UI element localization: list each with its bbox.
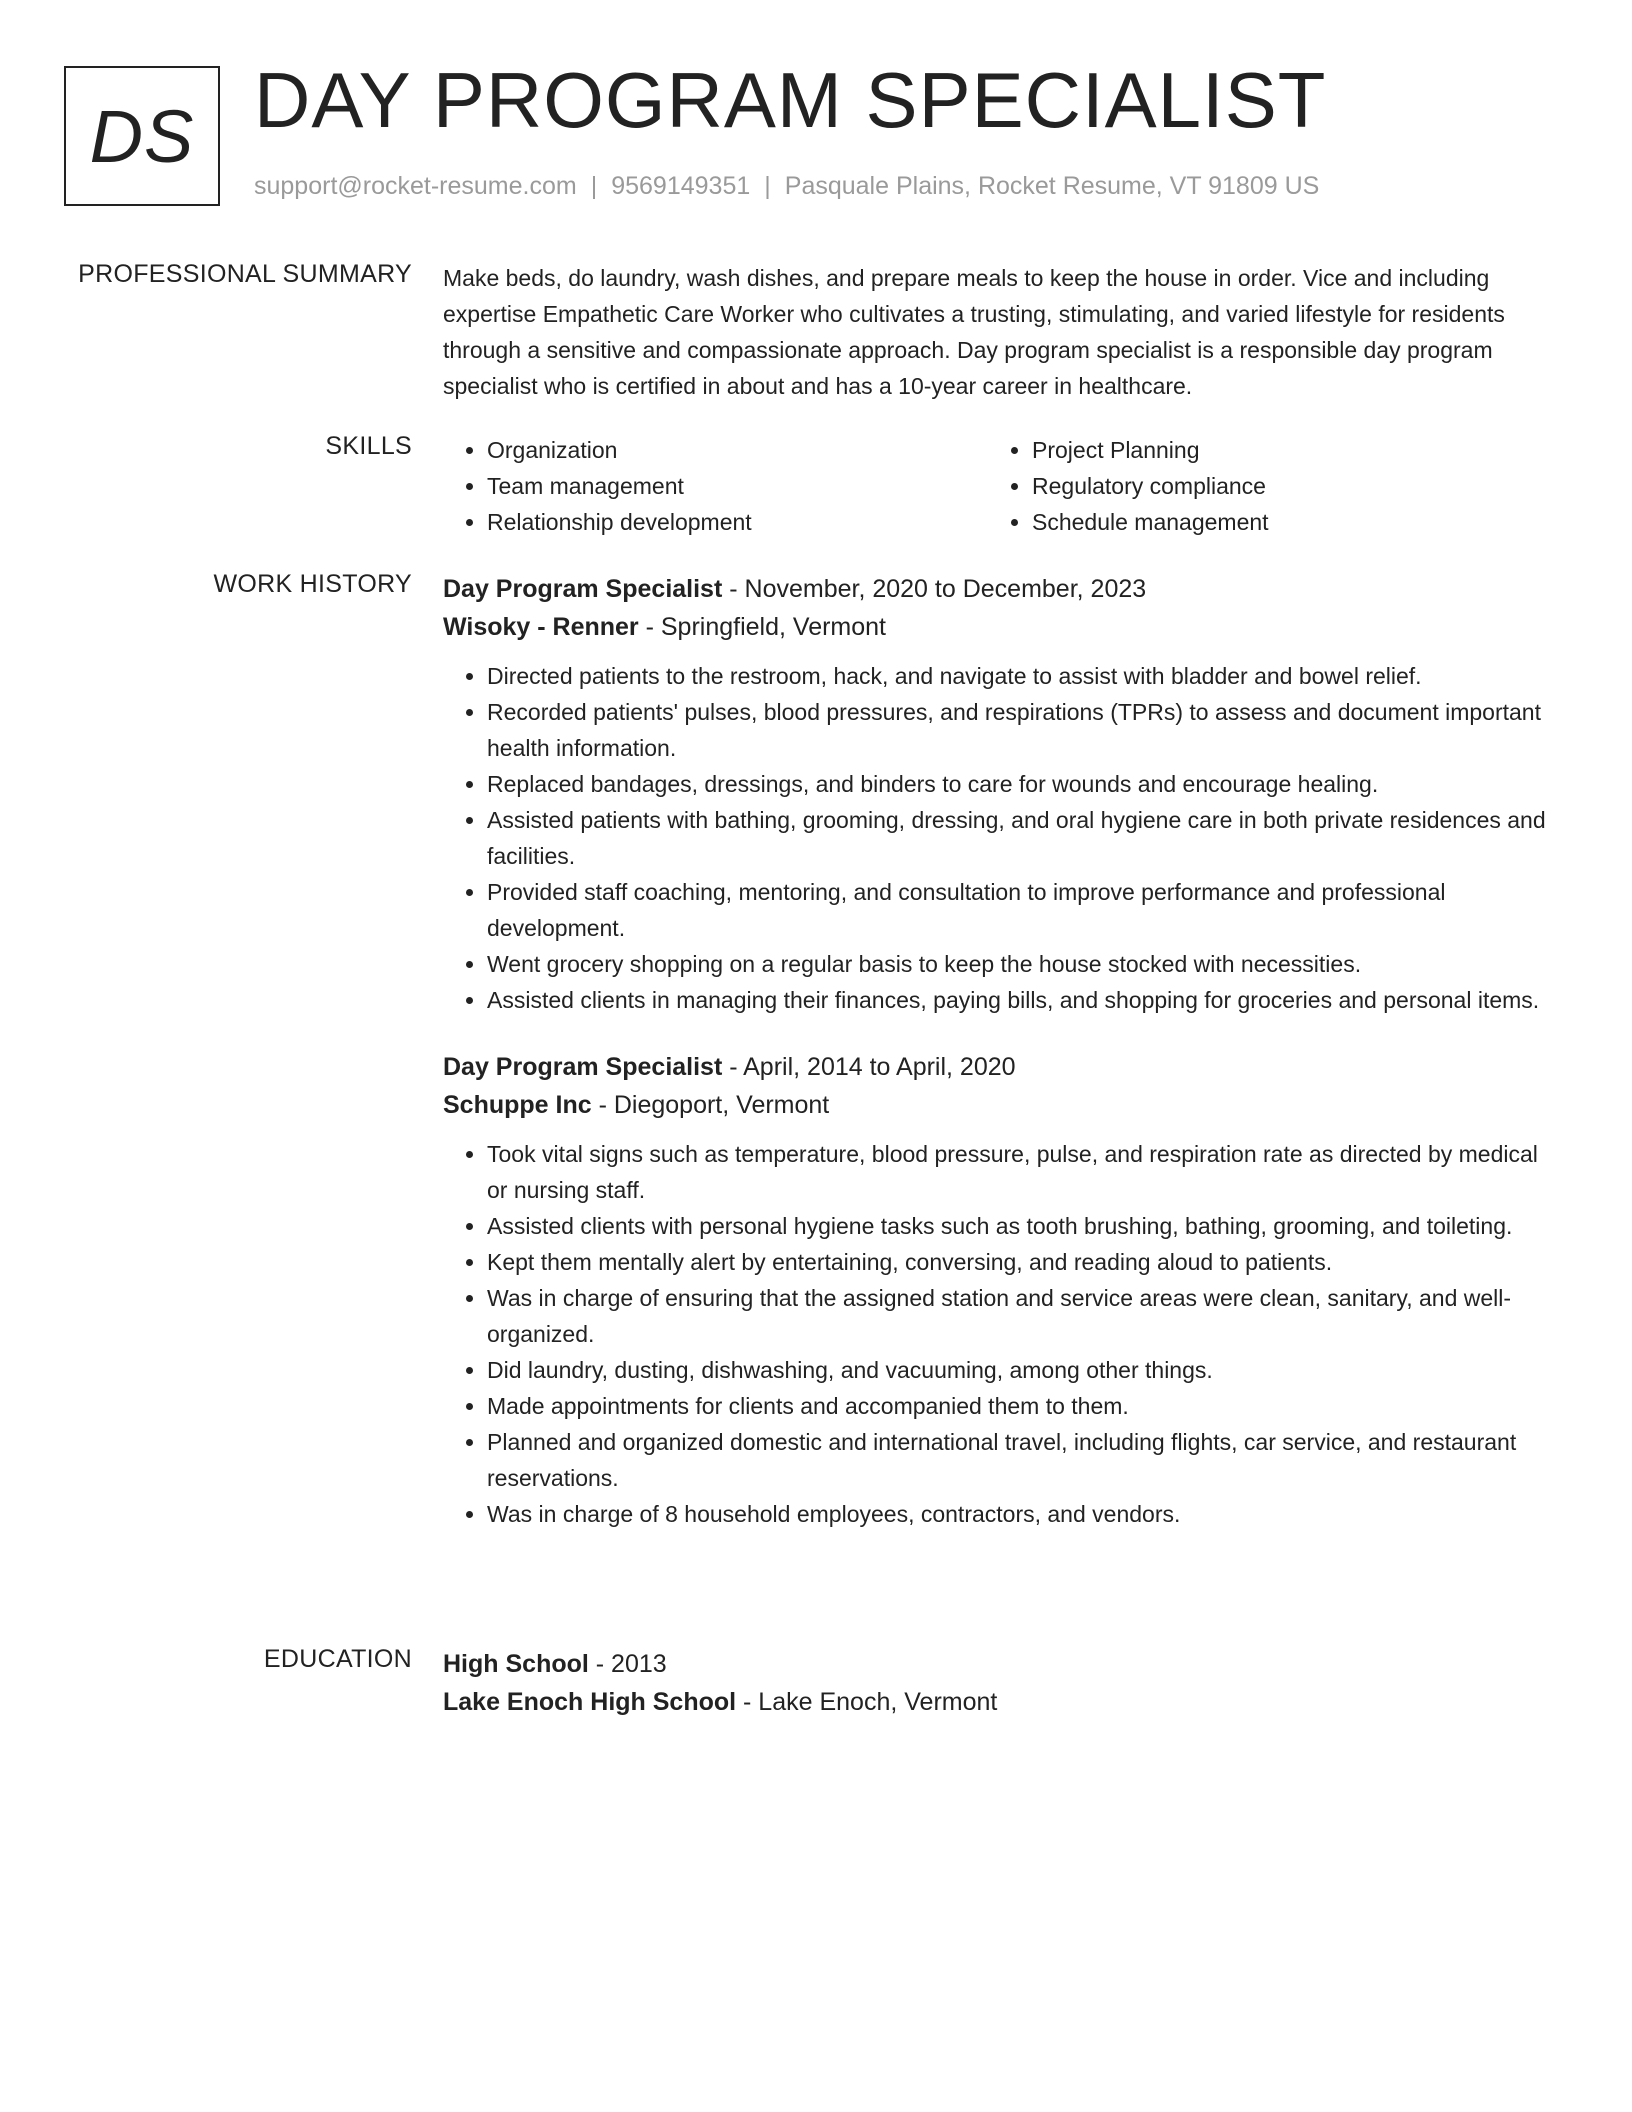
education-location: - Lake Enoch, Vermont (736, 1688, 998, 1716)
skills-list-right (988, 432, 1533, 540)
job-bullet: • Recorded patients' pulses, blood pressures, and respirations (TPRs) to assess and document important health information. (487, 694, 1553, 766)
job-company-line (443, 1086, 1553, 1124)
skills-heading: SKILLS (325, 432, 412, 460)
skills-body (443, 432, 1553, 540)
job-title: Day Program Specialist (443, 1053, 723, 1081)
education-body (443, 1645, 1553, 1721)
job-bullet: • Made appointments for clients and accompanied them to them. (487, 1388, 1553, 1424)
skill-item: • Organization (487, 432, 988, 468)
education-heading: EDUCATION (263, 1645, 412, 1673)
summary-body (443, 260, 1553, 404)
job-bullets (443, 658, 1553, 1018)
skill-item: • Schedule management (1032, 504, 1533, 540)
contact-address: Pasquale Plains, Rocket Resume, VT 91809 US (784, 172, 1320, 200)
job-bullet: • Assisted clients with personal hygiene tasks such as tooth brushing, bathing, grooming, and toileting. (487, 1208, 1553, 1244)
page-title: DAY PROGRAM SPECIALIST (254, 56, 1327, 144)
contact-phone: 9569149351 (611, 172, 751, 200)
job-location: - Springfield, Vermont (638, 613, 886, 641)
job-company: Schuppe Inc (443, 1091, 592, 1119)
summary-text: Make beds, do laundry, wash dishes, and prepare meals to keep the house in order. Vice and including expertise Empathetic Care Worker who cultivates a trusting, stimulating, and varied lifestyle for residents through a sensitive and compassionate approach. Day program specialist is a responsible day program specialist who is certified in about and has a 10-year career in healthcare. (443, 265, 1505, 399)
job-bullet: • Planned and organized domestic and international travel, including flights, car service, and restaurant reservations. (487, 1424, 1553, 1496)
skill-item: • Relationship development (487, 504, 988, 540)
summary-heading: PROFESSIONAL SUMMARY (78, 260, 412, 288)
skill-item: • Regulatory compliance (1032, 468, 1533, 504)
job-bullets (443, 1136, 1553, 1532)
job-title-line (443, 570, 1553, 608)
work-history-heading: WORK HISTORY (213, 570, 412, 598)
job-bullet: • Did laundry, dusting, dishwashing, and vacuuming, among other things. (487, 1352, 1553, 1388)
job-bullet: • Directed patients to the restroom, hack, and navigate to assist with bladder and bowel relief. (487, 658, 1553, 694)
job-bullet: • Assisted clients in managing their finances, paying bills, and shopping for groceries and personal items. (487, 982, 1553, 1018)
job-title-line (443, 1048, 1553, 1086)
education-degree-line (443, 1645, 1553, 1683)
education-year: - 2013 (588, 1650, 667, 1678)
job-title: Day Program Specialist (443, 575, 723, 603)
education-degree: High School (443, 1650, 589, 1678)
education-school: Lake Enoch High School (443, 1688, 737, 1716)
job-company-line (443, 608, 1553, 646)
education-school-line (443, 1683, 1553, 1721)
job-bullet: • Was in charge of ensuring that the assigned station and service areas were clean, sanitary, and well-organized. (487, 1280, 1553, 1352)
job-dates: - November, 2020 to December, 2023 (722, 575, 1147, 603)
contact-separator: | (764, 172, 771, 200)
skill-item: • Project Planning (1032, 432, 1533, 468)
job-entry (443, 570, 1553, 1018)
skills-list-left (443, 432, 988, 540)
job-bullet: • Was in charge of 8 household employees, contractors, and vendors. (487, 1496, 1553, 1532)
contact-email: support@rocket-resume.com (254, 172, 577, 200)
monogram-logo: DS (64, 66, 220, 206)
work-history-body (443, 570, 1553, 1562)
job-entry (443, 1048, 1553, 1532)
job-bullet: • Took vital signs such as temperature, blood pressure, pulse, and respiration rate as directed by medical or nursing staff. (487, 1136, 1553, 1208)
job-bullet: • Replaced bandages, dressings, and binders to care for wounds and encourage healing. (487, 766, 1553, 802)
job-company: Wisoky - Renner (443, 613, 639, 641)
job-bullet: • Went grocery shopping on a regular basis to keep the house stocked with necessities. (487, 946, 1553, 982)
job-bullet: • Kept them mentally alert by entertaining, conversing, and reading aloud to patients. (487, 1244, 1553, 1280)
contact-separator: | (590, 172, 598, 200)
job-bullet: • Assisted patients with bathing, grooming, dressing, and oral hygiene care in both private residences and facilities. (487, 802, 1553, 874)
job-bullet: • Provided staff coaching, mentoring, and consultation to improve performance and professional development. (487, 874, 1553, 946)
job-location: - Diegoport, Vermont (591, 1091, 830, 1119)
skill-item: • Team management (487, 468, 988, 504)
job-dates: - April, 2014 to April, 2020 (722, 1053, 1016, 1081)
contact-line (254, 172, 1319, 201)
